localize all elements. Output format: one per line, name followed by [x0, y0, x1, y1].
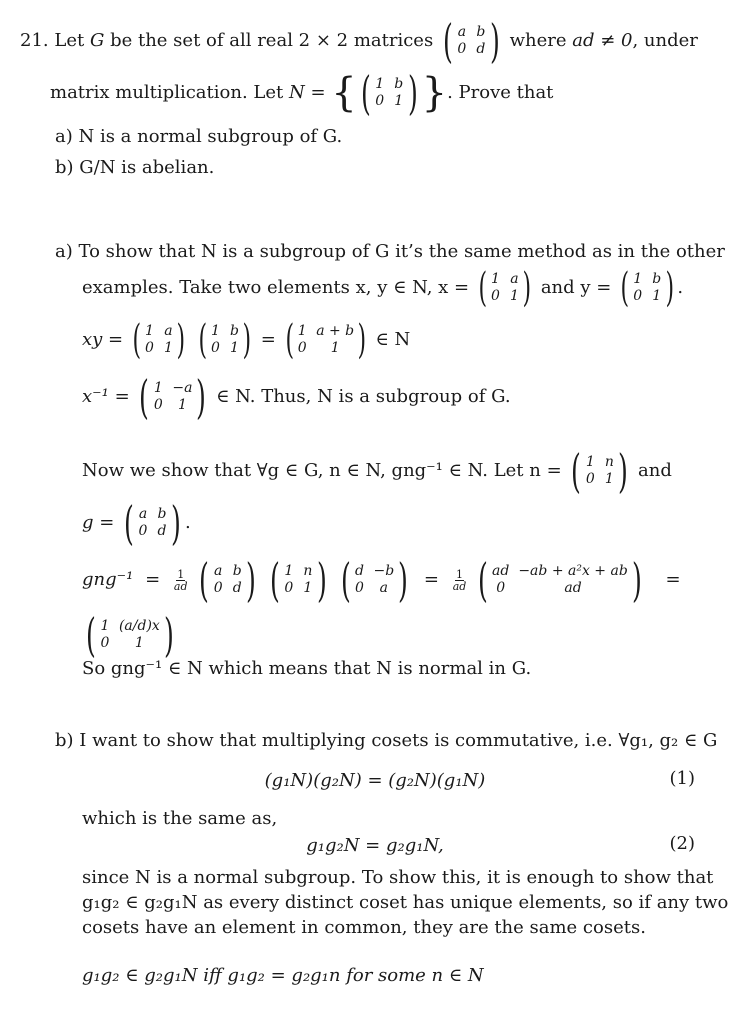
- solution-a-xinv: x⁻¹ = ( 1 −a 0 1 ) ∈ N. Thus, N is a subgroup of G.: [82, 370, 511, 424]
- fraction-1-over-ad: $\frac{1}{ad}$: [173, 567, 188, 593]
- solution-a-take-elements: examples. Take two elements x, y ∈ N, x = ( 1 a 0 1 ) and y = ( 1 b 0 1 ) .: [82, 265, 684, 311]
- solution-a-g-def: g = ( a b 0 d ) .: [82, 496, 191, 550]
- matrix-G-def: ( a b 0 d ): [442, 14, 500, 68]
- solution-a-normal-intro: Now we show that ∀g ∈ G, n ∈ N, gng⁻¹ ∈ N. Let n = ( 1 n 0 1 ) and: [82, 444, 672, 498]
- matrix-n2: ( 1 n 0 1 ): [269, 553, 327, 607]
- matrix-N-def: { ( 1 b 0 1 ) }: [331, 66, 448, 120]
- equation-2-number: (2): [669, 833, 695, 854]
- solution-b-final: g₁g₂ ∈ g₂g₁N iff g₁g₂ = g₂g₁n for some n ∈ N: [82, 965, 484, 986]
- matrix-g2: ( a b 0 d ): [199, 553, 257, 607]
- matrix-xy: ( 1 a + b 0 1 ): [285, 317, 367, 363]
- matrix-y2: ( 1 b 0 1 ): [198, 317, 252, 363]
- matrix-x: ( 1 a 0 1 ): [478, 265, 532, 311]
- solution-b-para-line-2: g₁g₂ ∈ g₂g₁N as every distinct coset has unique elements, so if any two: [82, 892, 729, 913]
- equation-1-number: (1): [669, 768, 695, 789]
- matrix-x2: ( 1 a 0 1 ): [132, 317, 186, 363]
- problem-line-1: 21. Let G be the set of all real 2 × 2 matrices ( a b 0 d ) where ad ≠ 0, under: [20, 14, 698, 68]
- solution-b-para-line-3: cosets have an element in common, they are the same cosets.: [82, 917, 646, 938]
- matrix-result: ( 1 (a/d)x 0 1 ): [86, 608, 174, 662]
- solution-a-conclusion: So gng⁻¹ ∈ N which means that N is normal in G.: [82, 658, 532, 679]
- equation-1: (g₁N)(g₂N) = (g₂N)(g₁N): [264, 770, 486, 791]
- fraction-1-over-ad-2: $\frac{1}{ad}$: [452, 567, 467, 593]
- solution-a-xy: xy = ( 1 a 0 1 ) ( 1 b 0 1 ) = ( 1 a + b 0 1 ) ∈ N: [82, 317, 411, 363]
- solution-b-intro: b) I want to show that multiplying cosets is commutative, i.e. ∀g₁, g₂ ∈ G: [55, 730, 718, 751]
- solution-a-gng-computation: gng⁻¹ = $\frac{1}{ad}$ ( a b 0 d ) ( 1 n 0 1 ) ( d −b 0 a ) = $\frac{1}{ad}$ ( ad −ab + a²x + ab 0 ad ) =: [82, 553, 681, 607]
- matrix-y: ( 1 b 0 1 ): [620, 265, 674, 311]
- solution-a-result-matrix: [82, 608, 178, 662]
- solution-b-same-as: which is the same as,: [82, 808, 278, 829]
- matrix-product: ( ad −ab + a²x + ab 0 ad ): [478, 553, 642, 607]
- equation-2: g₁g₂N = g₂g₁N,: [306, 835, 444, 856]
- solution-a-intro: a) To show that N is a subgroup of G it’s the same method as in the other: [55, 241, 725, 262]
- problem-line-2: matrix multiplication. Let N = { ( 1 b 0 1 ) } . Prove that: [50, 66, 554, 120]
- part-b-statement: b) G/N is abelian.: [55, 157, 215, 178]
- solution-b-para-line-1: since N is a normal subgroup. To show this, it is enough to show that: [82, 867, 714, 888]
- matrix-xinv: ( 1 −a 0 1 ): [139, 370, 207, 424]
- problem-number: 21.: [20, 30, 49, 51]
- matrix-g: ( a b 0 d ): [124, 496, 181, 550]
- matrix-n: ( 1 n 0 1 ): [571, 444, 629, 498]
- part-a-statement: a) N is a normal subgroup of G.: [55, 126, 343, 147]
- matrix-ginv: ( d −b 0 a ): [340, 553, 409, 607]
